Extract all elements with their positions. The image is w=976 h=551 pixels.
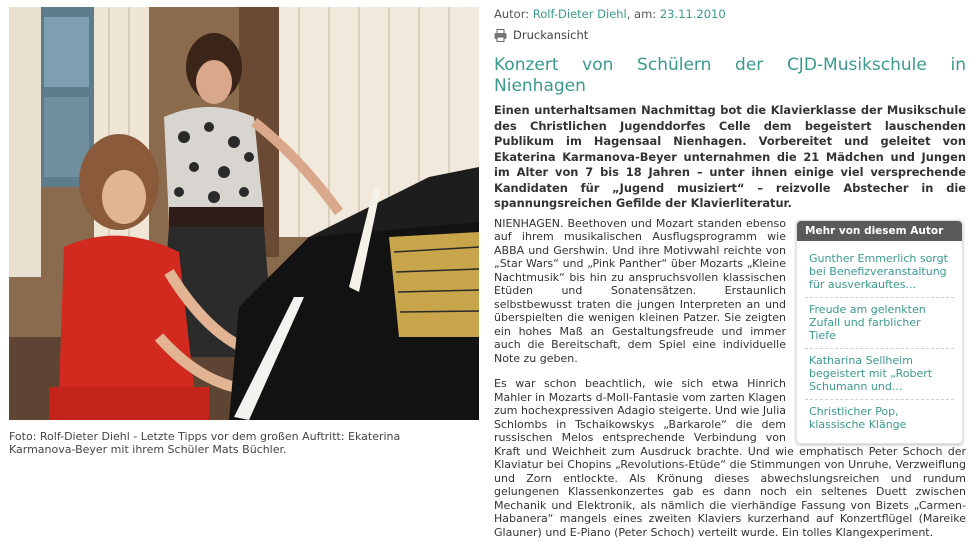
more-from-author-heading: Mehr von diesem Autor	[797, 221, 962, 241]
article-meta	[494, 7, 966, 21]
article-date: 23.11.2010	[659, 7, 726, 21]
article-paragraph: NIENHAGEN. Beethoven und Mozart standen ebenso auf ihrem musikalischen Ausflugsprogramm wie ABBA und Gershwin. Und ihre Motivwahl reichte von „Star Wars“ und „Pink Panther“ über Mozarts „Kleine Nachtmusik“ bis hin zu anspruchsvollen klassischen Etüden und Sonatensätzen. Erstaunlich selbstbewusst traten die jungen Interpreten an und überspielten die wenigen kleinen Patzer. Sie zeigten ein hohes Maß an Gestaltungsfreude und immer auch die Bereitschaft, dem Spiel eine individuelle Note zu geben.	[494, 216, 786, 365]
photo-caption: Foto: Rolf-Dieter Diehl - Letzte Tipps vor dem großen Auftritt: Ekaterina Karmanova-Beyer mit ihrem Schüler Mats Büchler.	[9, 430, 401, 456]
article-title: Konzert von Schülern der CJD-Musikschule in Nienhagen	[494, 55, 966, 96]
piano-lesson-photo	[9, 7, 479, 420]
related-article-link[interactable]: Katharina Sellheim begeistert mit „Robert Schumann und...	[805, 349, 954, 400]
printer-icon	[494, 29, 507, 42]
related-article-link[interactable]: Freude am gelenkten Zufall und farblicher Tiefe	[805, 298, 954, 349]
print-view-label: Druckansicht	[513, 28, 589, 42]
print-view-link[interactable]	[494, 28, 966, 42]
photo-column	[9, 7, 479, 456]
more-from-author-box	[796, 220, 963, 444]
author-prefix: Autor:	[494, 7, 530, 21]
related-article-link[interactable]: Christlicher Pop, klassische Klänge	[809, 404, 907, 431]
article-photo	[9, 7, 479, 420]
article-main	[494, 7, 966, 551]
article-lead: Einen unterhaltsamen Nachmittag bot die Klavierklasse der Musikschule des Christlichen Jugenddorfes Celle dem begeistert lauschenden Publikum im Hagensaal Nienhagen. Vorbereitet und geleitet von Ekaterina Karmanova-Beyer unternahmen die 21 Mädchen und Jungen im Alter von 7 bis 18 Jahren – unter ihnen einige viel versprechende Kandidaten für „Jugend musiziert“ – reizvolle Abstecher in die spannungsreichen Gefilde der Klavierliteratur.	[494, 103, 966, 210]
related-article-link[interactable]: Gunther Emmerlich sorgt bei Benefizveranstaltung für ausverkauftes...	[805, 247, 954, 298]
author-link[interactable]: Rolf-Dieter Diehl	[532, 7, 627, 21]
article-body	[494, 217, 966, 540]
more-from-author-list	[797, 241, 962, 443]
article-paragraph: Es war schon beachtlich, wie sich etwa Hinrich Mahler in Mozarts d-Moll-Fantasie vom zarten Klagen zum hochexpressiven Adagio steigerte. Und wie Julia Schlombs in Tschaikowskys „Barkarole“ die dem russischen Melos entsprechende Verbindung von Kraft und Weichheit zum Ausdruck brachte. Und wie emphatisch Peter Schoch der Klaviatur bei Chopins „Revolutions-Etüde“ die Stimmungen von Unruhe, Verzweiflung und Zorn entlockte. Als Krönung dieses abwechslungsreichen und rundum gelungenen Klassenkonzertes gab es dann noch ein seltenes Duett zwischen Mechanik und Elektronik, als nämlich die vierhändige Fassung von Bizets „Carmen-Habanera“ mangels eines zweiten Klaviers kurzerhand auf Konzertflügel (Mareike Glauner) und E-Piano (Peter Schoch) verteilt wurde. Ein tolles Klangexperiment.	[494, 377, 966, 539]
date-prefix: , am:	[626, 7, 657, 21]
